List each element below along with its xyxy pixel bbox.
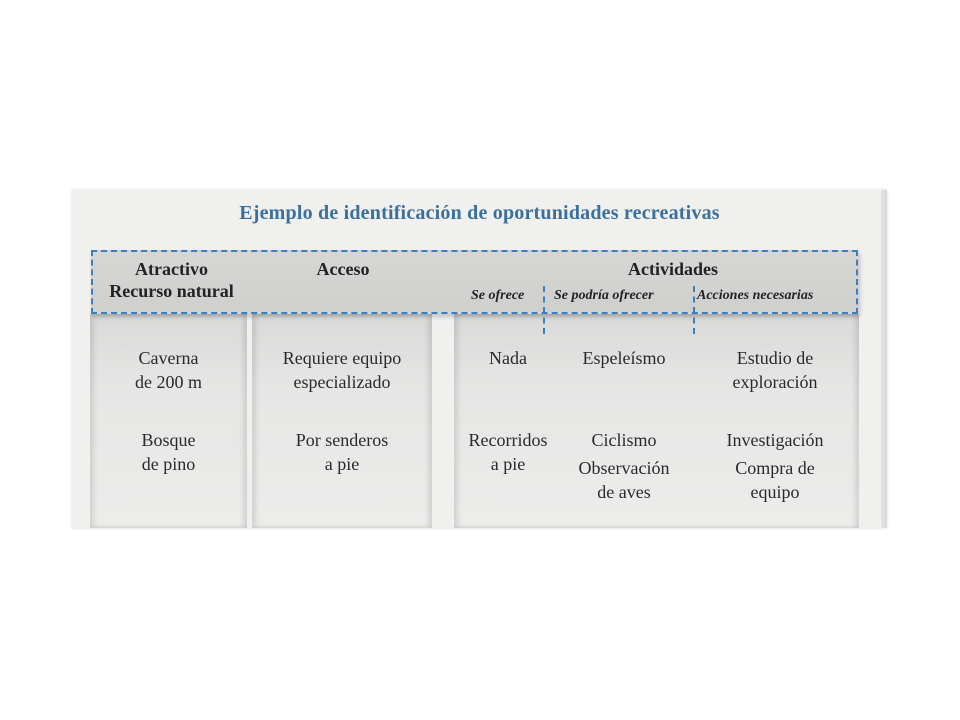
cell-se-ofrece-1: Nada (489, 348, 527, 368)
subheader-se-ofrece: Se ofrece (471, 288, 525, 303)
header-atractivo: Atractivo (135, 259, 208, 279)
cell-acceso-1: Requiere equipo especializado (282, 348, 402, 392)
cell-se-ofrece-2: Recorridos a pie (468, 430, 548, 474)
cell-recurso-1: Caverna de 200 m (135, 348, 202, 392)
header-recurso-natural: Recurso natural (109, 281, 234, 301)
figure-title: Ejemplo de identificación de oportunidades recreativas (239, 202, 720, 224)
header-actividades: Actividades (628, 259, 718, 279)
cell-recurso-2: Bosque de pino (141, 430, 196, 474)
table-header (91, 250, 858, 314)
header-acceso: Acceso (316, 259, 370, 279)
divider-dashed-1 (543, 286, 545, 334)
cell-acciones-2b: Compra de equipo (735, 458, 815, 502)
divider-dashed-2 (693, 286, 695, 334)
figure-panel (72, 190, 887, 528)
subheader-se-podria-ofrecer: Se podría ofrecer (554, 288, 654, 303)
subheader-acciones-necesarias: Acciones necesarias (697, 288, 814, 303)
cell-acciones-2a: Investigación (726, 430, 824, 450)
cell-se-podria-1: Espeleísmo (582, 348, 666, 368)
cell-acceso-2: Por senderos a pie (295, 430, 389, 474)
cell-acciones-1: Estudio de exploración (732, 348, 818, 392)
cell-se-podria-2a: Ciclismo (591, 430, 657, 450)
cell-se-podria-2b: Observación de aves (578, 458, 670, 502)
